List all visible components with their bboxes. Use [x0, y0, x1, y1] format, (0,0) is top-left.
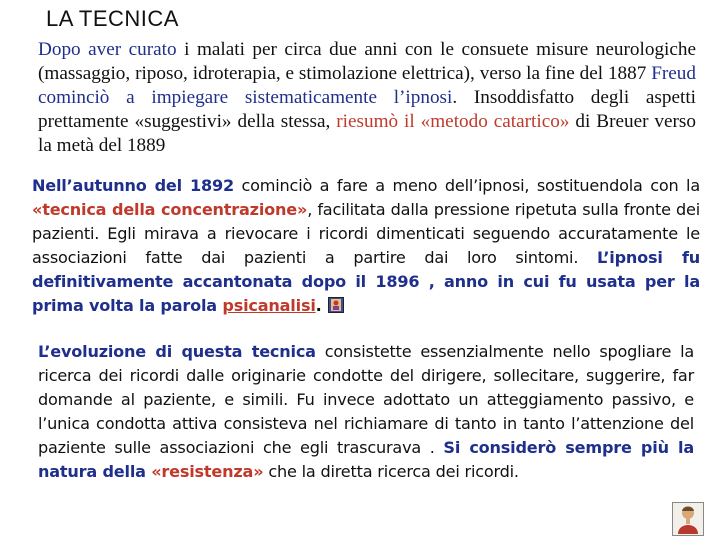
p3-span-5: che la diretta ricerca dei ricordi.	[263, 462, 519, 481]
p2-span-7: .	[315, 296, 322, 315]
p2-span-1: Nell’autunno del 1892	[32, 176, 234, 195]
p3-span-1: L’evoluzione di questa tecnica	[38, 342, 316, 361]
p3-span-3: Si considerò sempre più la natura della	[38, 438, 695, 481]
p2-span-2: cominciò a fare a meno dell’ipnosi, sostituendola con la	[233, 176, 700, 195]
slide-title: LA TECNICA	[46, 6, 179, 31]
p1-span-5: riesumò il «metodo catartico»	[336, 111, 570, 132]
p2-span-3: «tecnica della concentrazione»	[32, 200, 308, 219]
paragraph-3	[38, 340, 694, 484]
p2-span-5: L’ipnosi fu definitivamente accantonata dopo il 1896 , anno in cui fu usata per la prima volta la parola	[32, 248, 700, 315]
picture-icon[interactable]	[328, 296, 344, 312]
portrait-icon[interactable]	[672, 502, 704, 536]
p1-span-4: . Insoddisfatto degli aspetti prettamente «suggestivi» della stessa,	[38, 87, 696, 132]
p3-span-4: «resistenza»	[151, 462, 264, 481]
paragraph-2	[32, 174, 700, 318]
p2-link-psicanalisi[interactable]: psicanalisi	[222, 296, 316, 315]
p1-span-3: Freud cominciò a impiegare sistematicamente l’ipnosi	[38, 63, 696, 108]
p1-span-6: di Breuer verso la metà del 1889	[38, 111, 696, 156]
p1-span-1: Dopo aver curato	[38, 39, 177, 60]
paragraph-1	[38, 38, 696, 158]
p3-span-2: consistette essenzialmente nello spogliare la ricerca dei ricordi dalle originarie condotte del dirigere, sollecitare, suggerire, far domande al paziente, e simili. Fu invece adottato un atteggiamento passivo, e l’unica condotta attiva consisteva nel richiamare di tanto in tanto l’attenzione del paziente sulle associazioni che egli trascurava .	[38, 342, 695, 457]
p1-span-2: i malati per circa due anni con le consuete misure neurologiche (massaggio, riposo, idroterapia, e stimolazione elettrica), verso la fine del 1887	[38, 39, 696, 84]
p2-span-4: , facilitata dalla pressione ripetuta sulla fronte dei pazienti. Egli mirava a rievocare i ricordi dimenticati seguendo accuratamente le associazioni fatte dai pazienti a partire dai loro sintomi.	[32, 200, 700, 267]
